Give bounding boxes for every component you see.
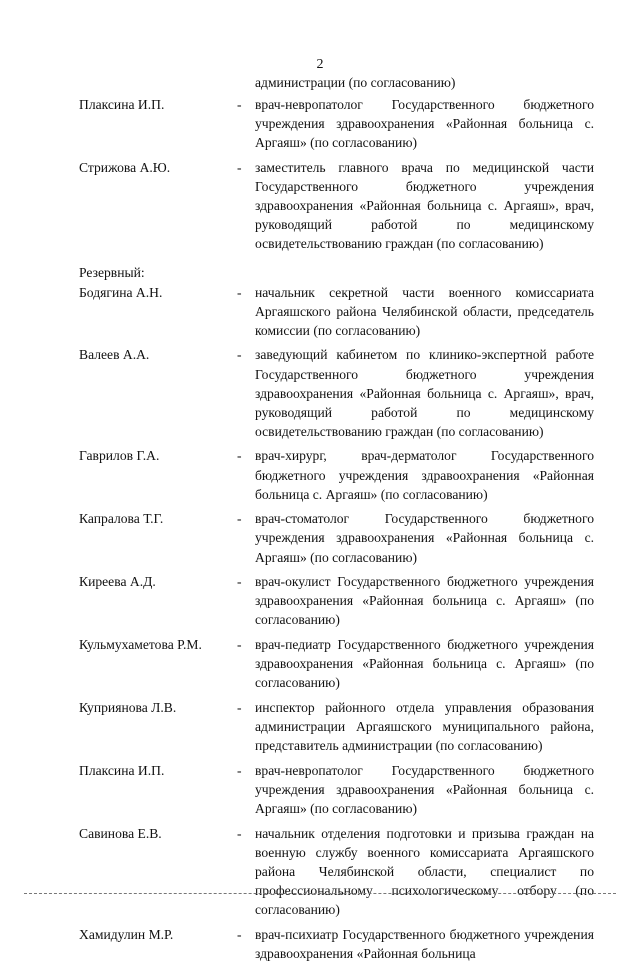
member-description: заместитель главного врача по медицинской части Государственного бюджетного учреждения здравоохранения «Районная больница с. Аргаяш», врач, руководящий работой по медицинскому освидетельствованию граждан (по согласованию) — [255, 159, 594, 252]
dash: - — [237, 347, 242, 363]
member-row — [79, 158, 594, 253]
member-description: врач-стоматолог Государственного бюджетного учреждения здравоохранения «Районная больница с. Аргаяш» (по согласованию) — [255, 511, 594, 565]
member-description: врач-окулист Государственного бюджетного учреждения здравоохранения «Районная больница с. Аргаяш» (по согласованию) — [255, 574, 594, 628]
reserve-row — [79, 509, 594, 566]
continuation-row — [79, 73, 594, 92]
member-description: начальник секретной части военного комиссариата Аргаяшского района Челябинской области, председатель комиссии (по согласованию) — [255, 284, 594, 338]
member-name: Кульмухаметова Р.М. — [79, 637, 202, 653]
member-name: Гаврилов Г.А. — [79, 448, 160, 464]
commission-list — [79, 73, 594, 969]
continuation-text: администрации (по согласованию) — [255, 75, 456, 90]
reserve-row — [79, 572, 594, 629]
reserve-row — [79, 283, 594, 340]
member-name: Плаксина И.П. — [79, 762, 165, 778]
member-description: врач-психиатр Государственного бюджетного учреждения здравоохранения «Районная больница — [255, 926, 594, 961]
dash: - — [237, 926, 242, 942]
dash: - — [237, 637, 242, 653]
dash: - — [237, 159, 242, 175]
reserve-row — [79, 345, 594, 440]
reserve-row — [79, 761, 594, 818]
dash: - — [237, 97, 242, 113]
member-name: Савинова Е.В. — [79, 825, 162, 841]
member-description: врач-невропатолог Государственного бюджетного учреждения здравоохранения «Районная больница с. Аргаяш» (по согласованию) — [255, 97, 594, 151]
reserve-row — [79, 635, 594, 692]
dash: - — [237, 448, 242, 464]
page-number: 2 — [316, 57, 324, 72]
member-name: Капралова Т.Г. — [79, 511, 164, 527]
member-name: Куприянова Л.В. — [79, 699, 177, 715]
member-description: врач-хирург, врач-дерматолог Государственного бюджетного учреждения здравоохранения «Районная больница с. Аргаяш» (по согласованию) — [255, 448, 594, 502]
reserve-row — [79, 925, 594, 963]
member-name: Плаксина И.П. — [79, 97, 165, 113]
member-name: Хамидулин М.Р. — [79, 926, 174, 942]
reserve-row — [79, 698, 594, 755]
dash: - — [237, 825, 242, 841]
member-name: Валеев А.А. — [79, 347, 150, 363]
dash: - — [237, 699, 242, 715]
reserve-row — [79, 446, 594, 503]
dash: - — [237, 511, 242, 527]
member-description: начальник отделения подготовки и призыва граждан на военную службу военного комиссариата Аргаяшского района Челябинской области, специалист по профессиональному психологическому отбору (по согласованию) — [255, 825, 594, 918]
member-description: врач-педиатр Государственного бюджетного учреждения здравоохранения «Районная больница с. Аргаяш» (по согласованию) — [255, 637, 594, 691]
dash: - — [237, 284, 242, 300]
page-bottom-divider — [24, 893, 616, 894]
member-row — [79, 95, 594, 152]
dash: - — [237, 762, 242, 778]
dash: - — [237, 574, 242, 590]
member-name: Киреева А.Д. — [79, 574, 156, 590]
reserve-label: Резервный: — [79, 265, 145, 281]
member-name: Стрижова А.Ю. — [79, 159, 171, 175]
member-description: инспектор районного отдела управления образования администрации Аргаяшского муниципального района, представитель администрации (по согласованию) — [255, 699, 594, 754]
member-name: Бодягина А.Н. — [79, 284, 163, 300]
member-description: заведующий кабинетом по клинико-экспертной работе Государственного бюджетного учреждения здравоохранения «Районная больница с. Аргаяш», врач, руководящий работой по медицинскому освидетельствованию граждан (по согласованию) — [255, 347, 594, 439]
member-description: врач-невропатолог Государственного бюджетного учреждения здравоохранения «Районная больница с. Аргаяш» (по согласованию) — [255, 762, 594, 817]
